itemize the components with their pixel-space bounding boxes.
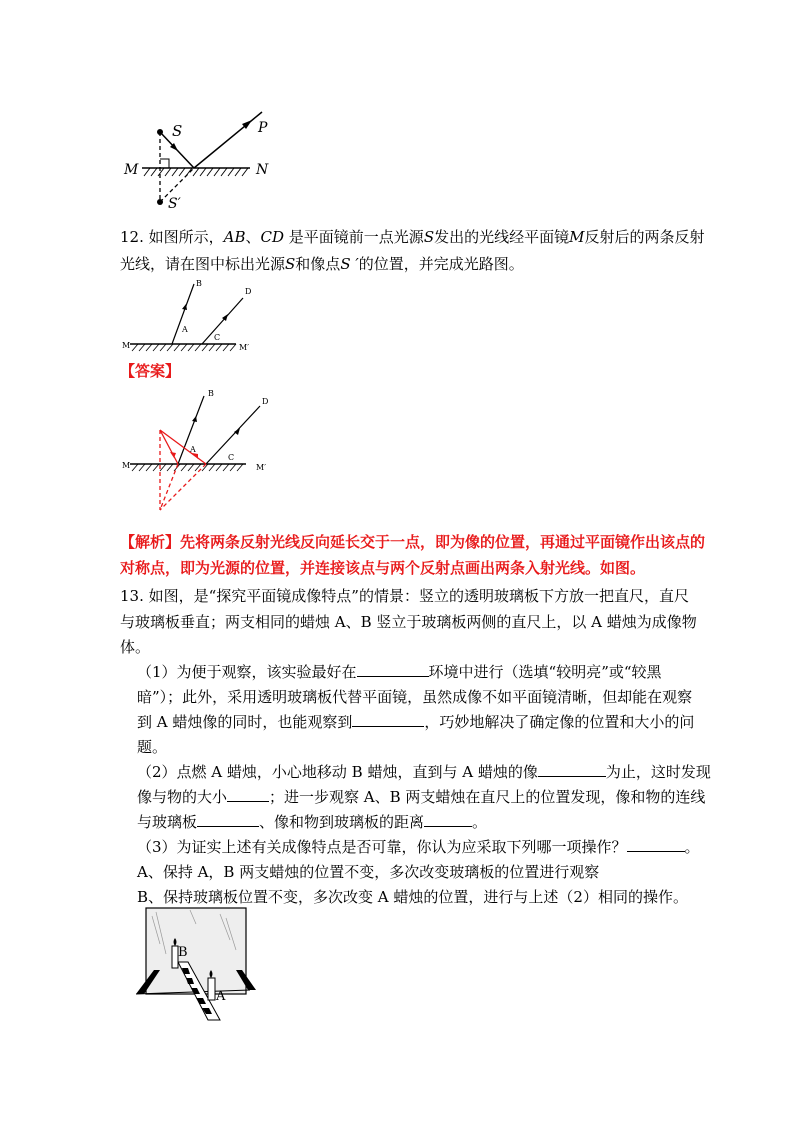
q13-p1-line-4: 题。 — [137, 738, 168, 756]
q12-line-1: 12. 如图所示，AB、CD 是平面镜前一点光源S发出的光线经平面镜M反射后的两条反射 — [120, 228, 705, 246]
q13-option-b: B、保持玻璃板位置不变，多次改变 A 蜡烛的位置，进行与上述（2）相同的操作。 — [137, 888, 688, 906]
q13-p2-line-1: （2）点燃 A 蜡烛，小心地移动 B 蜡烛，直到与 A 蜡烛的像 为止，这时发现 — [137, 763, 711, 781]
q13-p3: （3）为证实上述有关成像特点是否可靠，你认为应采取下列哪一项操作？ 。 — [137, 838, 700, 856]
blank-1[interactable] — [357, 662, 429, 677]
label-s: S — [172, 122, 183, 140]
blank-5[interactable] — [197, 812, 259, 827]
svg-text:A: A — [182, 325, 188, 334]
q13-option-a: A、保持 A，B 两支蜡烛的位置不变，多次改变玻璃板的位置进行观察 — [137, 863, 600, 881]
figure-reflection-top — [118, 104, 288, 214]
label-n: N — [256, 162, 269, 178]
q13-line-1: 13. 如图，是“探究平面镜成像特点”的情景：竖立的透明玻璃板下方放一把直尺，直尺 — [120, 587, 689, 605]
label-candle-b: B — [178, 945, 188, 960]
q13-p1-line-2: 暗”）；此外，采用透明玻璃板代替平面镜，虽然成像不如平面镜清晰，但却能在观察 — [137, 688, 693, 706]
q13-p1-line-1: （1）为便于观察，该实验最好在 环境中进行（选填“较明亮”或“较黑 — [137, 663, 662, 681]
analysis-line-2: 对称点，即为光源的位置，并连接该点与两个反射点画出两条入射光线。如图。 — [120, 559, 646, 577]
svg-text:C: C — [214, 333, 221, 342]
blank-7[interactable] — [627, 837, 685, 852]
q13-p2-line-2: 像与物的大小 ；进一步观察 A、B 两支蜡烛在直尺上的位置发现，像和物的连线 — [137, 788, 706, 806]
label-m: M — [124, 162, 139, 178]
label-s-prime: S′ — [168, 196, 181, 212]
blank-4[interactable] — [227, 787, 269, 802]
figure-q12 — [118, 276, 268, 358]
point-s-prime — [157, 199, 163, 205]
q13-line-3: 体。 — [120, 638, 151, 656]
blank-3[interactable] — [538, 762, 606, 777]
figure-q13-glass-plate — [130, 904, 260, 1024]
figure-answer — [118, 384, 278, 524]
point-s — [157, 129, 163, 135]
label-candle-a: A — [216, 989, 226, 1004]
analysis-line-1: 【解析】先将两条反射光线反向延长交于一点，即为像的位置，再通过平面镜作出该点的 — [120, 533, 706, 551]
reflected-ray — [194, 112, 262, 168]
blank-6[interactable] — [424, 812, 472, 827]
right-angle-mark — [160, 159, 169, 168]
svg-text:D: D — [245, 287, 252, 296]
svg-text:M′: M′ — [256, 463, 267, 472]
q13-p2-line-3: 与玻璃板 、像和物到玻璃板的距离 。 — [137, 813, 488, 831]
blank-2[interactable] — [352, 712, 424, 727]
q13-line-2: 与玻璃板垂直；两支相同的蜡烛 A、B 竖立于玻璃板两侧的直尺上，以 A 蜡烛为成像物 — [120, 613, 697, 631]
svg-text:D: D — [262, 397, 269, 406]
svg-text:B: B — [208, 389, 214, 398]
q13-p1-line-3: 到 A 蜡烛像的同时，也能观察到 ，巧妙地解决了确定像的位置和大小的问 — [137, 713, 695, 731]
svg-text:M′: M′ — [239, 343, 250, 352]
svg-text:M: M — [122, 341, 131, 350]
candle-a — [208, 978, 215, 1000]
svg-text:C: C — [228, 453, 235, 462]
svg-text:B: B — [196, 279, 202, 288]
label-p: P — [258, 120, 268, 136]
svg-text:M: M — [122, 461, 131, 470]
q12-line-2: 光线，请在图中标出光源S和像点S ′的位置，并完成光路图。 — [120, 255, 524, 273]
answer-label: 【答案】 — [120, 362, 181, 380]
svg-text:A: A — [190, 445, 196, 454]
